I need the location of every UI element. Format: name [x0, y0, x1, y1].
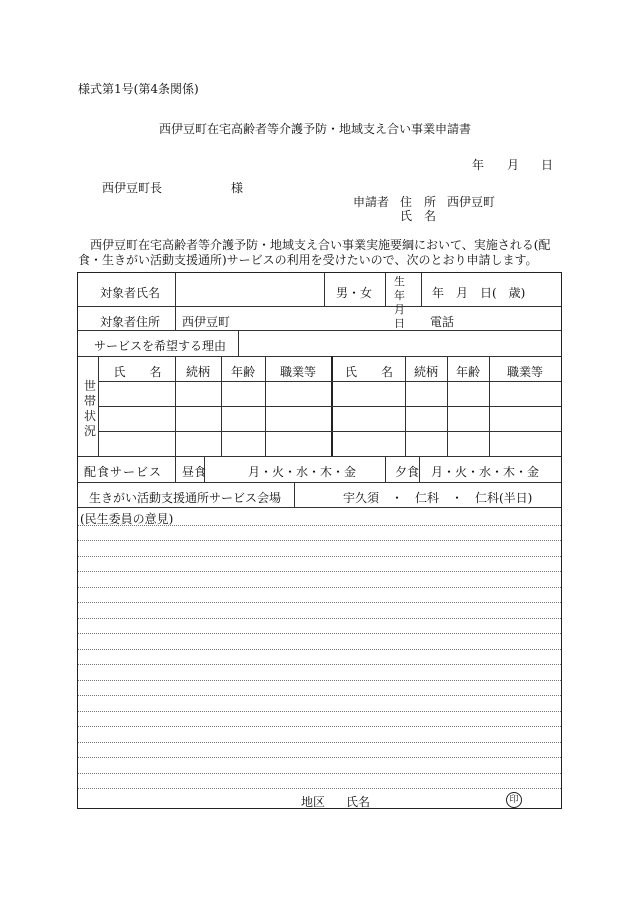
intro-line-1: 西伊豆町在宅高齢者等介護予防・地域支え合い事業実施要綱において、実施される(配 — [90, 238, 551, 252]
opinion-label: (民生委員の意見) — [80, 512, 174, 526]
household-header-age-2: 年齢 — [455, 365, 480, 379]
date-day: 日 — [541, 158, 554, 172]
dinner-label: 夕食 — [395, 465, 420, 479]
household-header-name-1: 氏 名 — [113, 365, 162, 379]
household-header-occupation-1: 職業等 — [279, 365, 316, 379]
birth-value: 年 月 日( 歳) — [432, 286, 526, 300]
household-header-relation-1: 続柄 — [185, 365, 210, 379]
document-title: 西伊豆町在宅高齢者等介護予防・地域支え合い事業申請書 — [158, 122, 471, 136]
gender-select[interactable]: 男・女 — [336, 286, 373, 300]
honorific: 様 — [231, 181, 244, 195]
applicant-label: 申請者 — [353, 195, 390, 209]
target-name-label: 対象者氏名 — [100, 286, 161, 300]
phone-label: 電話 — [430, 315, 455, 329]
meal-service-label: 配食サービス — [84, 465, 163, 479]
dinner-days-select[interactable]: 月・火・水・木・金 — [431, 465, 540, 479]
date-year: 年 — [472, 158, 485, 172]
intro-line-2: 食・生きがい活動支援通所)サービスの利用を受けたいので、次のとおり申請します。 — [78, 253, 538, 267]
household-header-occupation-2: 職業等 — [506, 365, 543, 379]
birth-label: 生年月日 — [394, 275, 405, 330]
household-header-age-1: 年齢 — [230, 365, 255, 379]
daycare-label: 生きがい活動支援通所サービス会場 — [89, 491, 282, 505]
applicant-address-value: 西伊豆町 — [447, 195, 496, 209]
commissioner-name-label: 氏名 — [346, 795, 371, 809]
applicant-name-label: 氏 名 — [400, 209, 437, 223]
seal-mark: 印 — [506, 792, 522, 808]
applicant-address-label: 住 所 — [400, 195, 437, 209]
reason-label: サービスを希望する理由 — [94, 339, 227, 353]
lunch-label: 昼食 — [182, 465, 207, 479]
target-address-label: 対象者住所 — [100, 315, 161, 329]
form-number: 様式第1号(第4条関係) — [78, 82, 199, 96]
household-header-name-2: 氏 名 — [344, 365, 393, 379]
date-month: 月 — [507, 158, 520, 172]
household-label: 世帯状況 — [83, 379, 96, 438]
target-address-value: 西伊豆町 — [182, 315, 231, 329]
household-header-relation-2: 続柄 — [413, 365, 438, 379]
daycare-venue-select[interactable]: 宇久須 ・ 仁科 ・ 仁科(半日) — [343, 491, 533, 505]
addressee: 西伊豆町長 — [102, 181, 163, 195]
lunch-days-select[interactable]: 月・火・水・木・金 — [248, 465, 357, 479]
district-label: 地区 — [301, 795, 326, 809]
application-form-table — [77, 272, 562, 809]
